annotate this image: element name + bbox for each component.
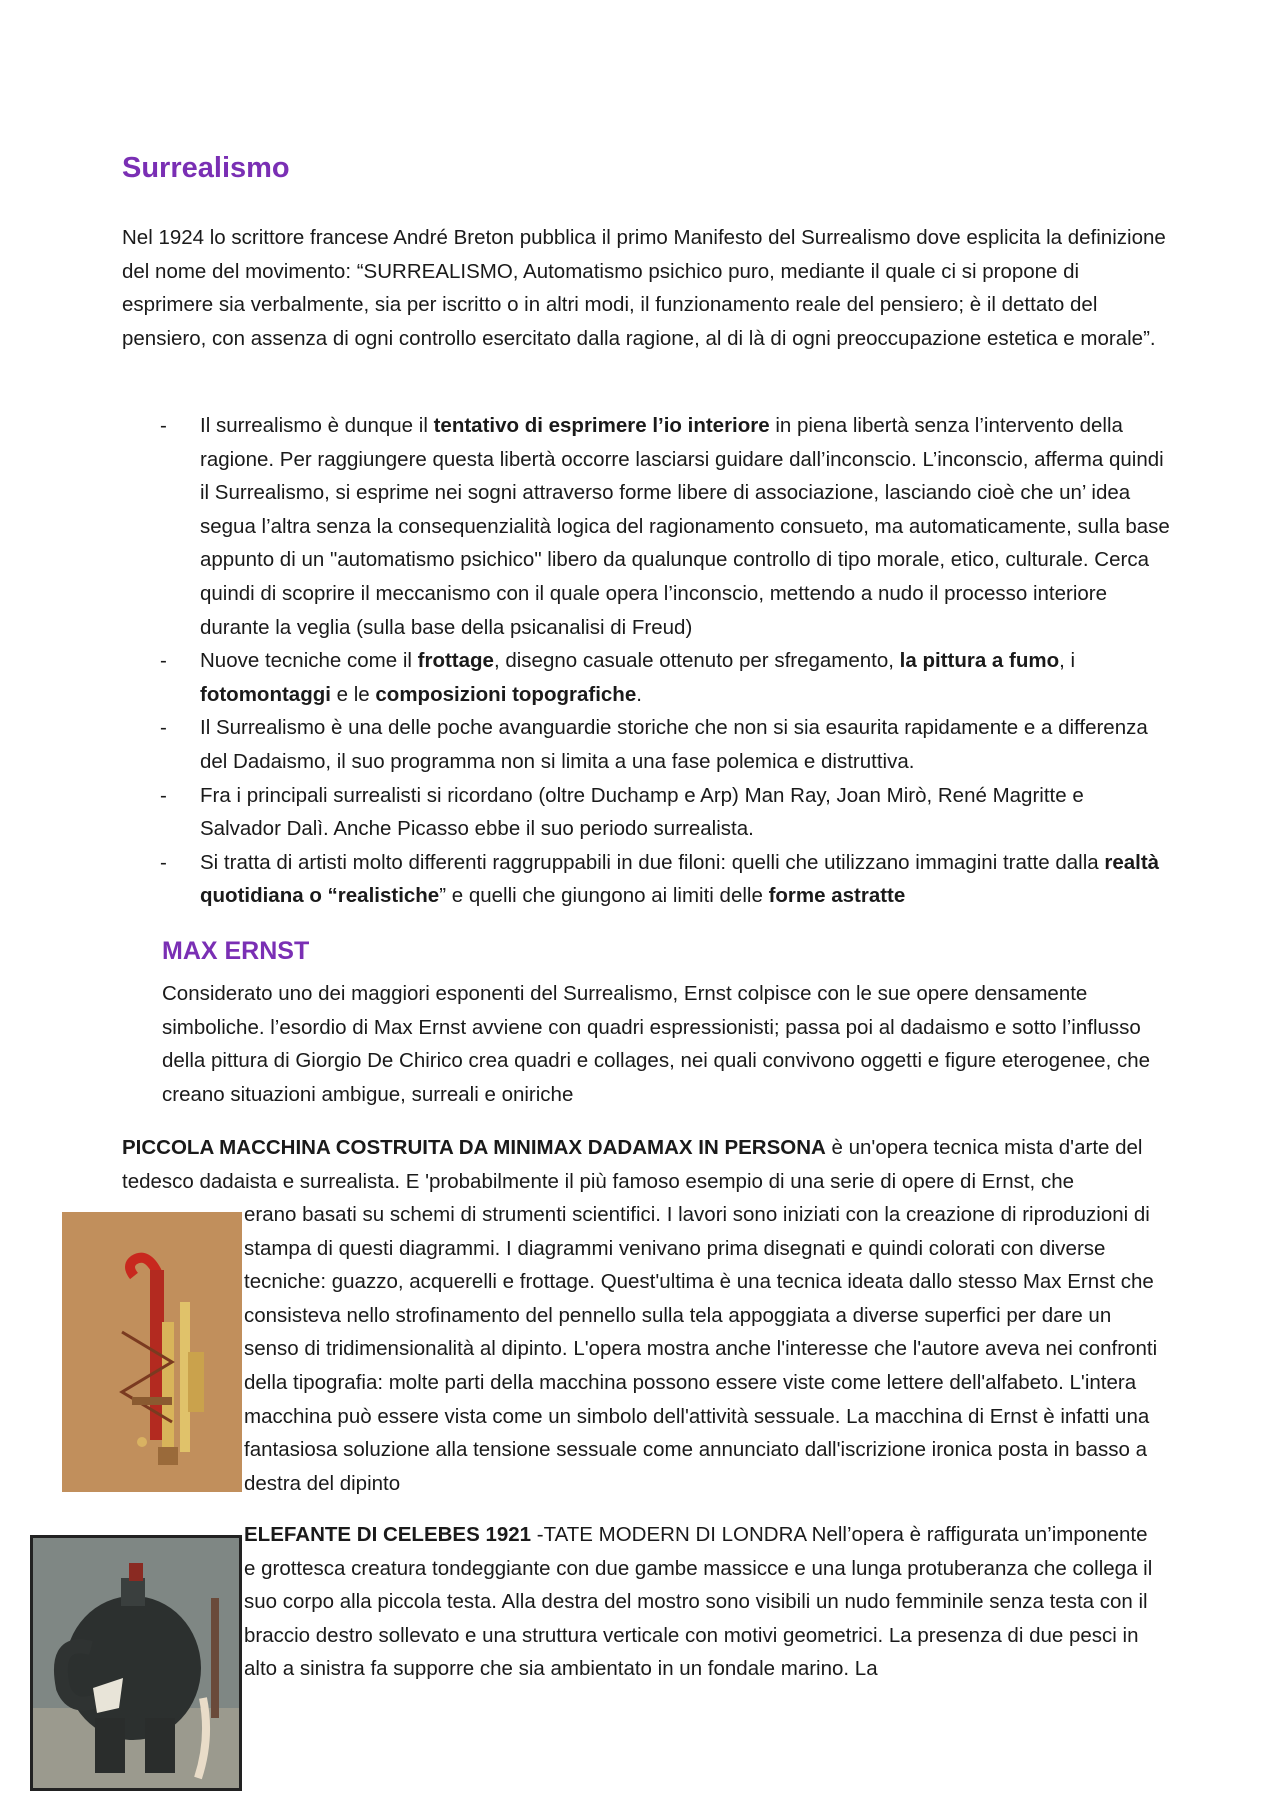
list-item-text: Fra i principali surrealisti si ricordano (oltre Duchamp e Arp) Man Ray, Joan Mirò, René Magritte e Salvador Dalì. Anche Picasso ebbe il suo periodo surrealista. xyxy=(200,783,1084,841)
bullet-dash: - xyxy=(160,850,167,874)
elefante-painting-drawing xyxy=(33,1538,239,1788)
list-item-text: in piena libertà senza l’intervento della ragione. Per raggiungere questa libertà occorre lasciarsi guidare dall’inconscio. L’inconscio, afferma quindi il Surrealismo, si esprime nei sogni attraverso forme libere di associazione, lasciando cioè che un’ idea segua l’altra senza la consequenzialità logica del ragionamento consueto, ma automaticamente, sulla base appunto di un "automatismo psichico" libero da qualunque controllo di tipo morale, etico, culturale. Cerca quindi di scoprire il meccanismo con il quale opera l’inconscio, mettendo a nudo il processo interiore durante la veglia (sulla base della psicanalisi di Freud) xyxy=(200,414,1170,639)
list-item xyxy=(160,644,1170,711)
list-item-text: Si tratta di artisti molto differenti raggruppabili in due filoni: quelli che utilizzano immagini tratte dalla xyxy=(200,850,1105,874)
macchina-description: erano basati su schemi di strumenti scientifici. I lavori sono iniziati con la creazione di riproduzioni di stampa di questi diagrammi. I diagrammi venivano prima disegnati e quindi colorati con diverse tecniche: guazzo, acquerelli e frottage. Quest'ultima è una tecnica ideata dallo stesso Max Ernst che consisteva nello strofinamento del pennello sulla tela appoggiata a diverse superfici per dare un senso di tridimensionalità al dipinto. L'opera mostra anche l'interesse che l'autore aveva nei confronti della tipografia: molte parti della macchina possono essere viste come lettere dell'alfabeto. L'intera macchina può essere vista come un simbolo dell'attività sessuale. La macchina di Ernst è infatti una fantasiosa soluzione alla tensione sessuale come annunciato dall'iscrizione ironica posta in basso a destra del dipinto xyxy=(244,1203,1158,1495)
macchina-paragraph xyxy=(122,1131,1177,1198)
elefante-painting-image xyxy=(30,1535,242,1791)
list-item-text: . xyxy=(636,682,642,706)
list-item-bold: composizioni topografiche xyxy=(375,682,637,706)
bullet-dash: - xyxy=(160,716,167,740)
list-item-text: e le xyxy=(330,682,376,706)
section-heading-max-ernst: MAX ERNST xyxy=(162,937,310,965)
list-item-bold: frottage xyxy=(417,649,494,673)
macchina-painting-image xyxy=(62,1212,242,1492)
list-item xyxy=(160,711,1170,778)
bullet-dash: - xyxy=(160,414,167,437)
list-item-text: , disegno casuale ottenuto per sfregamento, xyxy=(493,649,900,673)
elefante-title: ELEFANTE DI CELEBES 1921 xyxy=(244,1523,532,1546)
list-item-text: Il surrealismo è dunque il xyxy=(200,414,434,437)
bullet-dash: - xyxy=(160,783,167,807)
list-item-bold: realtà quotidiana o “realistiche xyxy=(200,850,1160,908)
list-item-bold: la pittura a fumo xyxy=(899,649,1060,673)
list-item xyxy=(160,409,1170,644)
list-item-text: Il Surrealismo è una delle poche avanguardie storiche che non si sia esaurita rapidamente e a differenza del Dadaismo, il suo programma non si limita a una fase polemica e distruttiva. xyxy=(200,716,1148,773)
macchina-title: PICCOLA MACCHINA COSTRUITA DA MINIMAX DADAMAX IN PERSONA xyxy=(122,1136,826,1159)
list-item-text: , i xyxy=(1059,649,1076,673)
list-item-bold: forme astratte xyxy=(768,884,906,908)
macchina-painting-drawing xyxy=(62,1212,242,1492)
list-item-bold: tentativo di esprimere l’io interiore xyxy=(433,414,770,437)
elefante-paragraph xyxy=(244,1518,1164,1686)
list-item xyxy=(160,779,1170,846)
list-item xyxy=(160,846,1170,913)
bullet-list xyxy=(160,409,1170,913)
elefante-text: -TATE MODERN DI LONDRA Nell’opera è raffigurata un’imponente e grottesca creatura tondeggiante con due gambe massicce e una lunga protuberanza che collega il suo corpo alla piccola testa. Alla destra del mostro sono visibili un nudo femminile senza testa con il braccio destro sollevato e una struttura verticale con motivi geometrici. La presenza di due pesci in alto a sinistra fa supporre che sia ambientato in un fondale marino. La xyxy=(244,1523,1153,1681)
bullet-dash: - xyxy=(160,649,167,673)
intro-paragraph: Nel 1924 lo scrittore francese André Breton pubblica il primo Manifesto del Surrealismo dove esplicita la definizione del nome del movimento: “SURREALISMO, Automatismo psichico puro, mediante il quale ci si propone di esprimere sia verbalmente, sia per iscritto o in altri modi, il funzionamento reale del pensiero; è il dettato del pensiero, con assenza di ogni controllo esercitato dalla ragione, al di là di ogni preoccupazione estetica e morale”. xyxy=(122,226,1166,350)
page-title: Surrealismo xyxy=(122,152,290,184)
list-item-text: ” e quelli che giungono ai limiti delle xyxy=(439,884,769,908)
list-item-text: Nuove tecniche come il xyxy=(200,649,418,673)
list-item-bold: fotomontaggi xyxy=(200,682,331,706)
macchina-intro-text: è un'opera tecnica mista d'arte del tedesco dadaista e surrealista. E 'probabilmente il più famoso esempio di una serie di opere di Ernst, che xyxy=(122,1136,1143,1193)
ernst-paragraph: Considerato uno dei maggiori esponenti del Surrealismo, Ernst colpisce con le sue opere densamente simboliche. l’esordio di Max Ernst avviene con quadri espressionisti; passa poi al dadaismo e sotto l’influsso della pittura di Giorgio De Chirico crea quadri e collages, nei quali convivono oggetti e figure eterogenee, che creano situazioni ambigue, surreali e oniriche xyxy=(162,982,1151,1106)
